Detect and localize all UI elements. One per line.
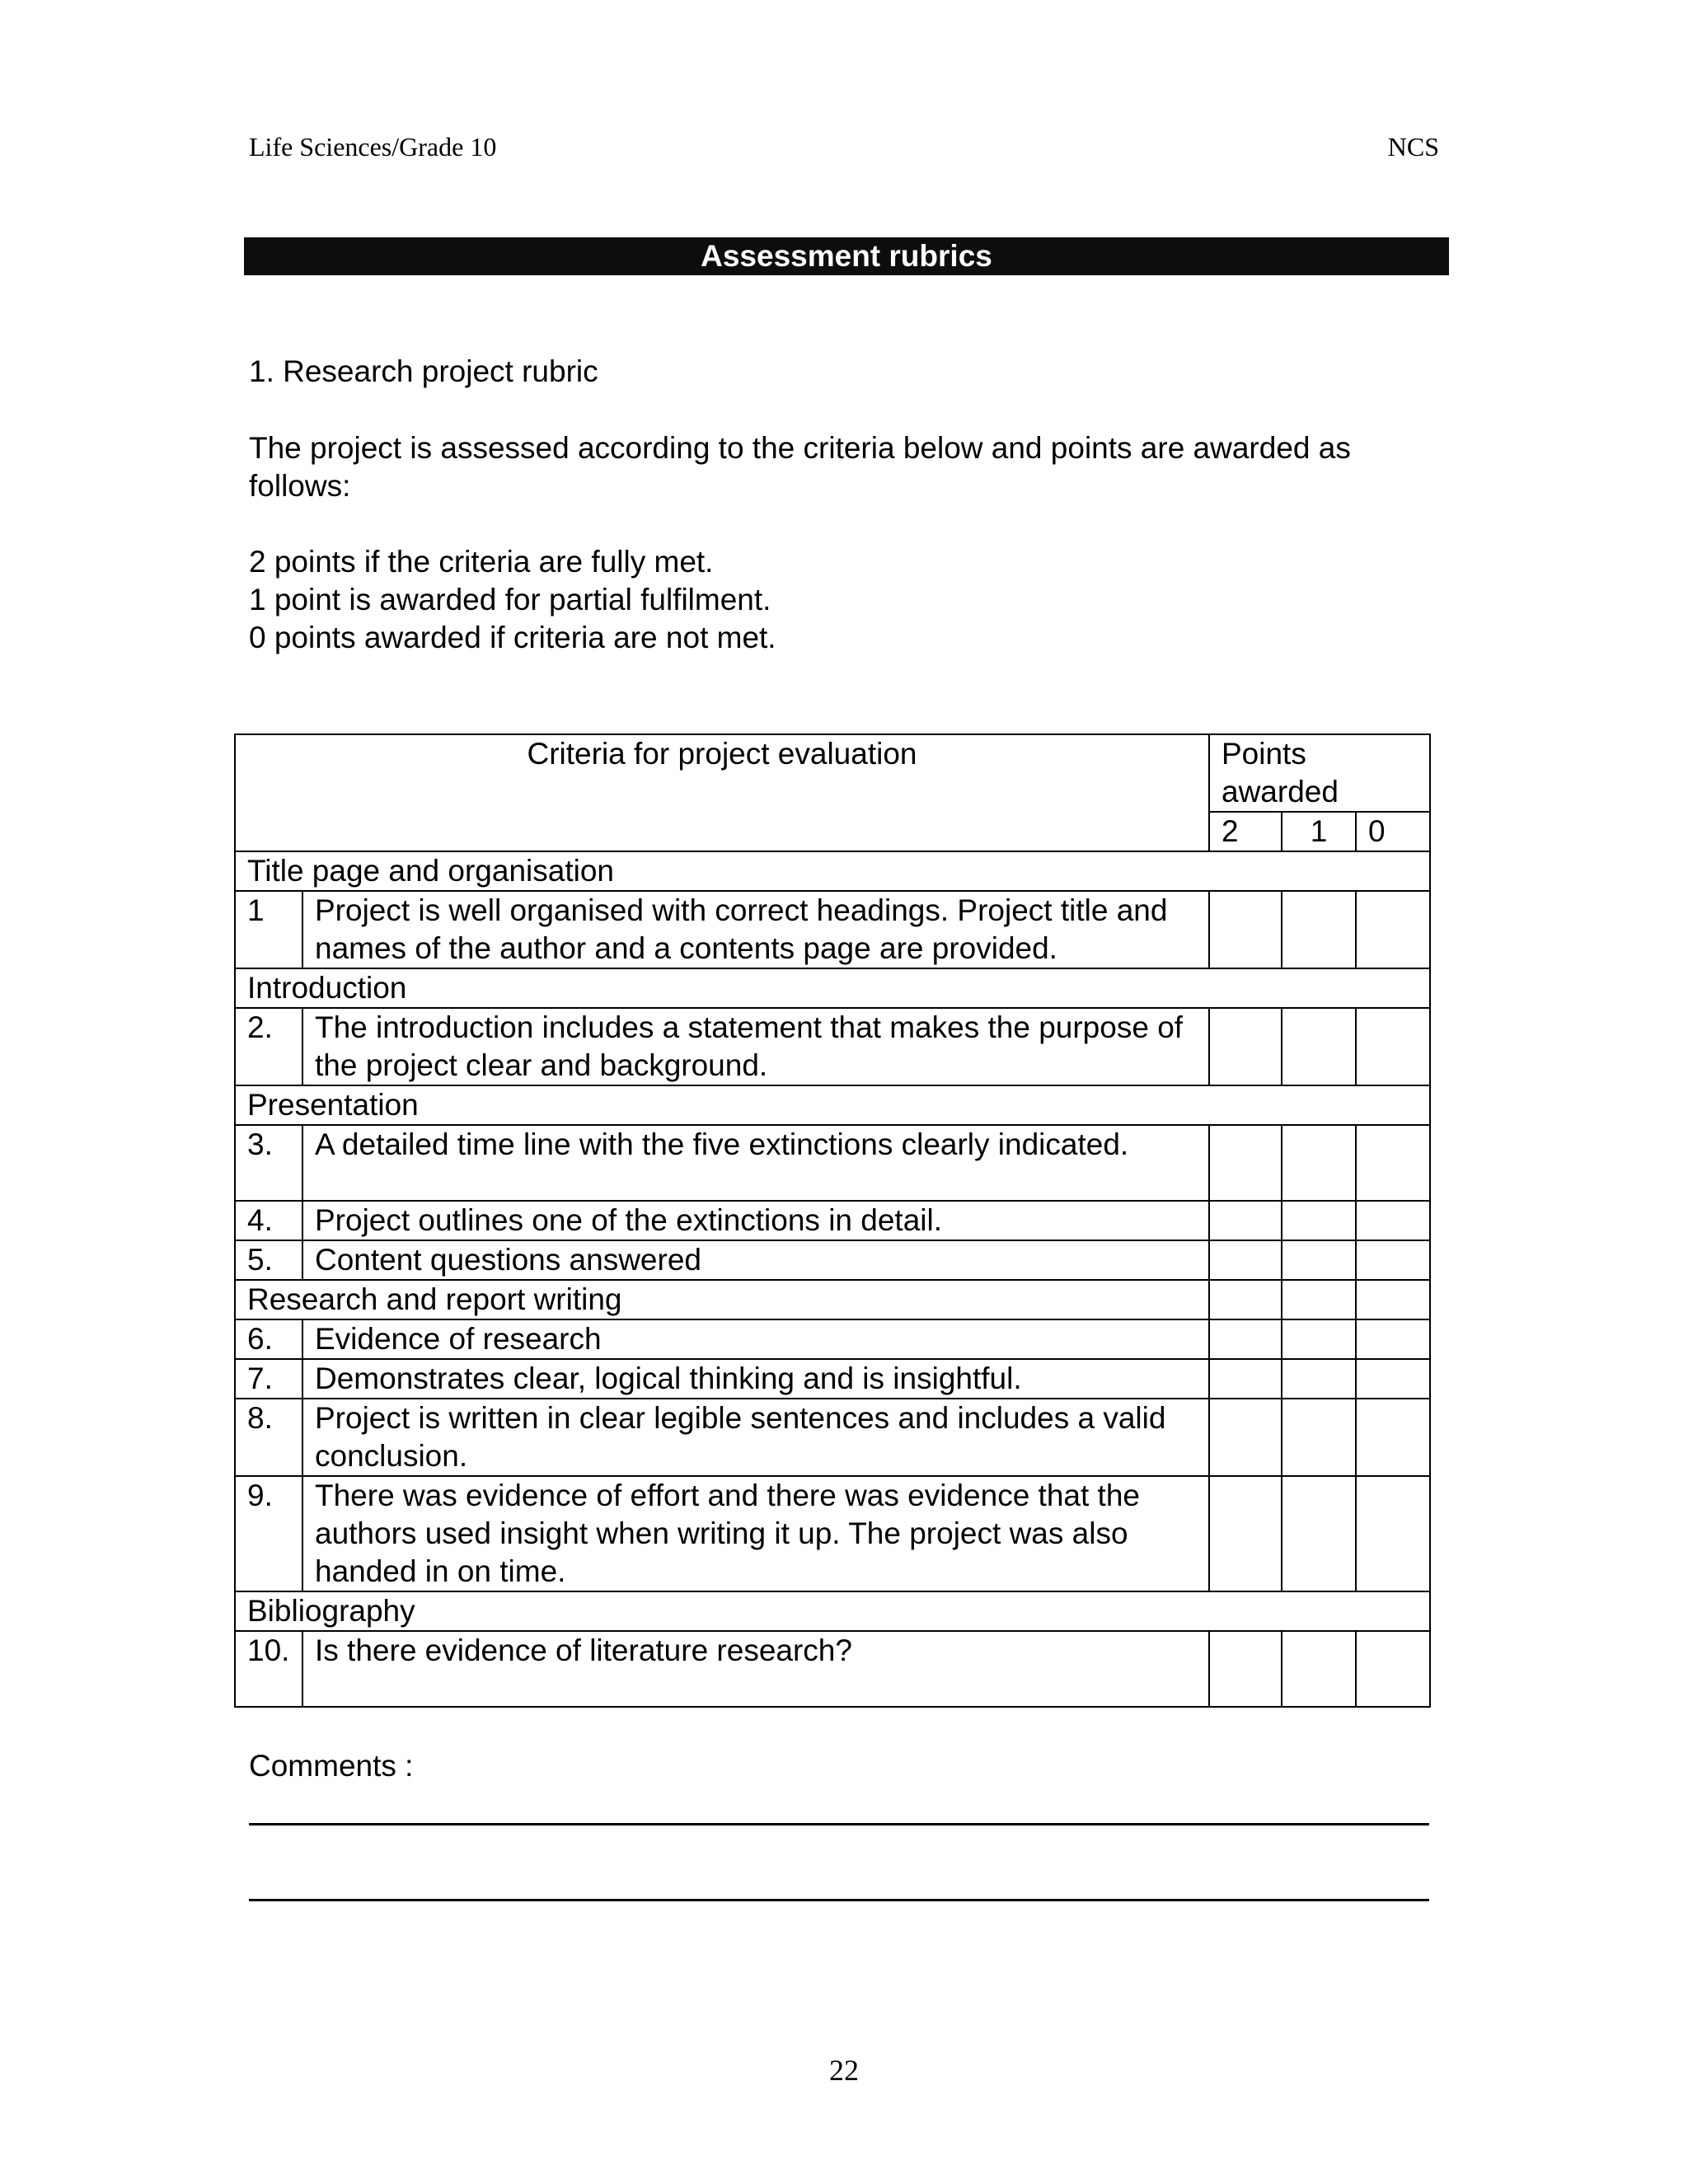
criterion-number: 10. bbox=[235, 1631, 302, 1707]
criterion-row bbox=[235, 1319, 1430, 1359]
criterion-row bbox=[235, 1476, 1430, 1591]
criterion-number: 3. bbox=[235, 1125, 302, 1201]
points-cell-1 bbox=[1282, 1280, 1356, 1319]
points-cell-0[interactable] bbox=[1356, 1631, 1430, 1707]
points-cell-1[interactable] bbox=[1282, 891, 1356, 968]
running-header-subject: Life Sciences/Grade 10 bbox=[249, 132, 497, 162]
points-column-2: 2 bbox=[1209, 812, 1282, 851]
running-header-curriculum: NCS bbox=[1387, 132, 1439, 162]
points-cell-0[interactable] bbox=[1356, 1008, 1430, 1085]
criterion-row bbox=[235, 1631, 1430, 1707]
section-title: Presentation bbox=[235, 1085, 1430, 1125]
points-cell-2 bbox=[1209, 1280, 1282, 1319]
comment-line[interactable] bbox=[249, 1823, 1429, 1825]
points-cell-0 bbox=[1356, 1280, 1430, 1319]
points-cell-1[interactable] bbox=[1282, 1201, 1356, 1240]
points-cell-2[interactable] bbox=[1209, 1319, 1282, 1359]
points-cell-1[interactable] bbox=[1282, 1008, 1356, 1085]
criterion-number: 2. bbox=[235, 1008, 302, 1085]
table-header-row bbox=[235, 734, 1430, 812]
scoring-rule-none: 0 points awarded if criteria are not met. bbox=[249, 621, 776, 654]
criterion-text: There was evidence of effort and there was evidence that the authors used insight when writing it up. The project was also handed in on time. bbox=[302, 1476, 1209, 1591]
criterion-number: 7. bbox=[235, 1359, 302, 1399]
points-cell-2[interactable] bbox=[1209, 1631, 1282, 1707]
intro-paragraph: The project is assessed according to the criteria below and points are awarded as follows: bbox=[249, 431, 1351, 503]
section-title: Research and report writing bbox=[235, 1280, 1209, 1319]
section-title: Bibliography bbox=[235, 1591, 1430, 1631]
points-cell-0[interactable] bbox=[1356, 1125, 1430, 1201]
criterion-row bbox=[235, 891, 1430, 968]
criterion-text: A detailed time line with the five extinctions clearly indicated. bbox=[302, 1125, 1209, 1201]
points-cell-1[interactable] bbox=[1282, 1359, 1356, 1399]
points-cell-0[interactable] bbox=[1356, 1359, 1430, 1399]
scoring-list bbox=[249, 543, 1444, 657]
points-cell-2[interactable] bbox=[1209, 1201, 1282, 1240]
criterion-text: The introduction includes a statement that makes the purpose of the project clear and background. bbox=[302, 1008, 1209, 1085]
page-number: 22 bbox=[829, 2054, 859, 2087]
criterion-row bbox=[235, 1125, 1430, 1201]
section-title: Title page and organisation bbox=[235, 851, 1430, 891]
criterion-number: 9. bbox=[235, 1476, 302, 1591]
scoring-rule-partial: 1 point is awarded for partial fulfilment. bbox=[249, 583, 771, 616]
points-cell-1[interactable] bbox=[1282, 1125, 1356, 1201]
points-cell-2[interactable] bbox=[1209, 1476, 1282, 1591]
points-cell-1[interactable] bbox=[1282, 1399, 1356, 1476]
criterion-row bbox=[235, 1399, 1430, 1476]
section-row bbox=[235, 1085, 1430, 1125]
points-cell-2[interactable] bbox=[1209, 1399, 1282, 1476]
criterion-text: Is there evidence of literature research? bbox=[302, 1631, 1209, 1707]
points-cell-2[interactable] bbox=[1209, 891, 1282, 968]
criterion-text: Project is written in clear legible sentences and includes a valid conclusion. bbox=[302, 1399, 1209, 1476]
section-title: Introduction bbox=[235, 968, 1430, 1008]
points-column-1: 1 bbox=[1282, 812, 1356, 851]
points-cell-2[interactable] bbox=[1209, 1008, 1282, 1085]
criterion-text: Evidence of research bbox=[302, 1319, 1209, 1359]
rubric-heading: 1. Research project rubric bbox=[249, 354, 598, 388]
section-row bbox=[235, 851, 1430, 891]
criteria-header: Criteria for project evaluation bbox=[235, 734, 1209, 851]
criterion-number: 1 bbox=[235, 891, 302, 968]
criterion-number: 8. bbox=[235, 1399, 302, 1476]
points-cell-1[interactable] bbox=[1282, 1319, 1356, 1359]
points-column-0: 0 bbox=[1356, 812, 1430, 851]
points-cell-2[interactable] bbox=[1209, 1125, 1282, 1201]
points-cell-0[interactable] bbox=[1356, 1319, 1430, 1359]
section-row bbox=[235, 968, 1430, 1008]
criterion-number: 5. bbox=[235, 1240, 302, 1280]
points-cell-2[interactable] bbox=[1209, 1240, 1282, 1280]
points-header: Points awarded bbox=[1209, 734, 1430, 812]
criterion-row bbox=[235, 1359, 1430, 1399]
points-cell-1[interactable] bbox=[1282, 1240, 1356, 1280]
section-row bbox=[235, 1591, 1430, 1631]
criterion-text: Project is well organised with correct headings. Project title and names of the author and a contents page are provided. bbox=[302, 891, 1209, 968]
points-cell-1[interactable] bbox=[1282, 1631, 1356, 1707]
section-row bbox=[235, 1280, 1430, 1319]
criterion-text: Content questions answered bbox=[302, 1240, 1209, 1280]
points-cell-2[interactable] bbox=[1209, 1359, 1282, 1399]
points-cell-0[interactable] bbox=[1356, 1476, 1430, 1591]
criterion-number: 6. bbox=[235, 1319, 302, 1359]
criterion-row bbox=[235, 1201, 1430, 1240]
criterion-text: Project outlines one of the extinctions in detail. bbox=[302, 1201, 1209, 1240]
scoring-rule-full: 2 points if the criteria are fully met. bbox=[249, 545, 714, 579]
comments-label: Comments : bbox=[249, 1749, 414, 1783]
criterion-text: Demonstrates clear, logical thinking and is insightful. bbox=[302, 1359, 1209, 1399]
section-banner: Assessment rubrics bbox=[244, 237, 1449, 275]
points-cell-0[interactable] bbox=[1356, 1201, 1430, 1240]
points-cell-0[interactable] bbox=[1356, 1240, 1430, 1280]
points-cell-0[interactable] bbox=[1356, 1399, 1430, 1476]
criterion-row bbox=[235, 1240, 1430, 1280]
points-cell-1[interactable] bbox=[1282, 1476, 1356, 1591]
comment-line[interactable] bbox=[249, 1899, 1429, 1901]
rubric-table bbox=[234, 733, 1431, 1708]
criterion-number: 4. bbox=[235, 1201, 302, 1240]
points-cell-0[interactable] bbox=[1356, 891, 1430, 968]
criterion-row bbox=[235, 1008, 1430, 1085]
